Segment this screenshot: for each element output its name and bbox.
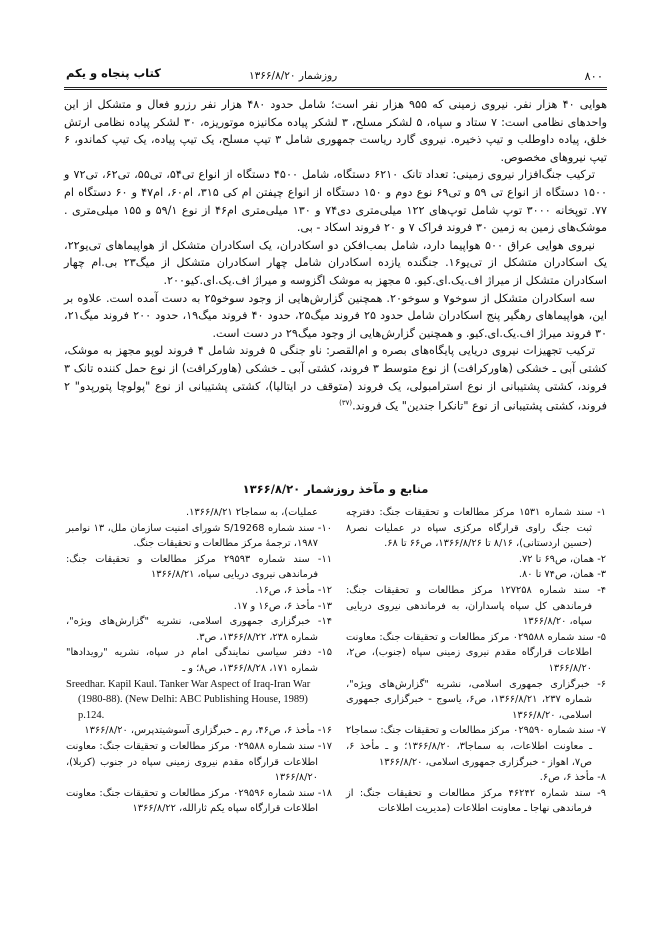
source-item: ۳- همان، ص۷۴ تا ۸۰.: [518, 569, 606, 581]
sources-title: منابع و مآخذ روزشمار ۱۳۶۶/۸/۲۰: [242, 482, 429, 496]
header-rule-2: [64, 89, 607, 90]
source-item: ۷- سند شماره ۰۲۹۵۹۰ مرکز مطالعات و تحقیقات جنگ: سماجا۲ ـ معاونت اطلاعات، به سماجا۳، ۱۳۶۶/۸/۲۰؛ و ـ مأخذ ۶، ص۷، اهواز - خبرگزاری جمهوری اسلامی، ۱۳۶۶/۸/۲۰: [346, 725, 606, 768]
english-reference: Sreedhar. Kapil Kaul. Tanker War Aspect of Iraq-Iran War (1980-88). (New Delhi: ABC Publishing House, 1989) p.124.: [66, 678, 311, 721]
source-item: ۱۲- مأخذ ۶، ص۱۶.: [255, 584, 332, 596]
source-item-continuation: عملیات)، به سماجا۲ ۱۳۶۶/۸/۲۱.: [186, 507, 318, 518]
paragraph-text: ترکیب تجهیزات نیروی دریایی پایگاه‌های بصره و ام‌القصر: ناو جنگی ۵ فروند شامل ۴ فروند لوپو مجهز به موشک، کشتی آبی ـ خشکی (هاورکرافت) از نوع متوسط ۳ فروند، کشتی آبی ـ خشکی (هاورکرافت) از نوع حمل کننده تانک ۳ فروند، کشتی پشتیبانی از نوع استرامبولی، یک فروند (متوقف در ایتالیا)، کشتی پشتیبانی از نوع "پولوچا پتورپدو" ۲ فروند، کشتی پشتیبانی از نوع "تانکرا جندین" یک فروند.: [64, 344, 607, 413]
source-item: ۹- سند شماره ۴۶۲۴۲ مرکز مطالعات و تحقیقات جنگ: از فرماندهی نهاجا ـ معاونت اطلاعات (مدیریت اطلاعات: [346, 787, 606, 815]
sources-right-column: [346, 505, 606, 817]
source-item: ۱۸- سند شماره ۰۲۹۵۹۶ مرکز مطالعات و تحقیقات جنگ: معاونت اطلاعات قرارگاه سپاه یکم ثارالله، ۱۳۶۶/۸/۲۲: [66, 787, 332, 815]
page-header: [64, 62, 607, 86]
footnote-ref: (۳۷): [339, 399, 353, 408]
source-item: ۱۰- سند شماره S/19268 شورای امنیت سازمان ملل، ۱۳ نوامبر ۱۹۸۷، ترجمهٔ مرکز مطالعات و تحقیقات جنگ.: [66, 522, 332, 550]
source-item: ۱- سند شماره ۱۵۳۱ مرکز مطالعات و تحقیقات جنگ: دفترچه ثبت جنگ راوی قرارگاه مرکزی سپاه در عملیات نصر۸ (حسین اردستانی)، ۸/۱۶ تا ۱۳۶۶/۸/۲۶، ص۶۶ تا ۶۸.: [346, 507, 606, 550]
paragraph: [64, 342, 607, 415]
source-item: ۱۴- خبرگزاری جمهوری اسلامی، نشریه "گزارش‌های ویژه"، شماره ۲۳۸، ۱۳۶۶/۸/۲۲، ص۳.: [66, 616, 332, 643]
body-text: [64, 96, 607, 415]
book-title: کتاب پنجاه و یکم: [66, 66, 161, 80]
source-item: ۸- مأخذ ۶، ص۶.: [539, 772, 606, 784]
running-title: روزشمار ۱۳۶۶/۸/۲۰: [249, 70, 338, 82]
page-number: ۸۰۰: [584, 69, 603, 83]
paragraph: ترکیب جنگ‌افزار نیروی زمینی: تعداد تانک ۶۲۱۰ دستگاه، شامل ۴۵۰۰ دستگاه از انواع تی۵۴، تی۵۵، تی۶۲، تی۷۲ و ۱۵۰۰ دستگاه از انواع تی ۵۹ و تی۶۹ نوع دوم و ۱۵۰ دستگاه از انواع چیفتن ام کی ۳۱۵، ام۶۰، ام۴۷ و ۶۰ دستگاه ام ۷۷. توپخانه ۳۰۰۰ توپ شامل توپ‌های ۱۲۲ میلی‌متری دی۷۴ و ۱۳۰ میلی‌متری ام۴۶ از نوع ۵۹/۱ و ۱۵۵ میلی‌متری . موشک‌های زمین به زمین ۳۰ فروند فراک ۷ و ۲۰ فروند اسکاد - بی.: [64, 168, 608, 235]
source-item: ۱۷- سند شماره ۰۲۹۵۸۸ مرکز مطالعات و تحقیقات جنگ: معاونت اطلاعات قرارگاه مقدم نیروی زمینی سپاه در جنوب (کربلا)، ۱۳۶۶/۸/۲۰: [66, 740, 332, 784]
source-item: ۱۶- مأخذ ۶، ص۴۶، رم ـ خبرگزاری آسوشیتدپرس، ۱۳۶۶/۸/۲۰: [84, 725, 332, 737]
source-item: ۵- سند شماره ۰۲۹۵۸۸ مرکز مطالعات و تحقیقات جنگ: معاونت اطلاعات قرارگاه مقدم نیروی زمینی سپاه (جنوب)، ص۲، ۱۳۶۶/۸/۲۰: [346, 631, 606, 674]
source-item: ۱۵- دفتر سیاسی نمایندگی امام در سپاه، نشریه "رویدادها" شماره ۱۷۱، ۱۳۶۶/۸/۲۸، ص۸؛ و ـ: [66, 647, 332, 674]
paragraph: نیروی هوایی عراق ۵۰۰ هواپیما دارد، شامل بمب‌افکن دو اسکادران، یک اسکادران متشکل از هواپیماهای تی‌یو۲۲، یک اسکادران متشکل از تی‌یو۱۶. جنگنده یازده اسکادران شامل چهار اسکادران متشکل از میگ۲۳ بی.ام چهار اسکادران متشکل از میراژ اف.یک.ای.کیو. ۵ مجهز به موشک اگزوسه و میراژ اف.یک.ای.کیو۲۰۰.: [64, 238, 607, 287]
source-item: ۱۱- سند شماره ۲۹۵۹۳ مرکز مطالعات و تحقیقات جنگ: فرماندهی نیروی دریایی سپاه، ۱۳۶۶/۸/۲۱: [66, 553, 332, 581]
paragraph: هوایی ۴۰ هزار نفر. نیروی زمینی که ۹۵۵ هزار نفر است؛ شامل حدود ۴۸۰ هزار نفر رزرو فعال و متشکل از این واحدهای نظامی است: ۷ ستاد و سپاه، ۵ لشکر مسلح، ۳ لشکر پیاده مکانیزه موتوریزه، ۳۰ لشکر پیاده نظامی ارتش خلق، پیاده داوطلب و تیپ ذخیره. نیروی گارد ریاست جمهوری شامل ۳ تیپ مسلح، یک تیپ پیاده، یک تیپ کماندو، ۶ تیپ نیروهای مخصوص.: [64, 98, 608, 164]
source-item: ۴- سند شماره ۱۲۷۲۵۸ مرکز مطالعات و تحقیقات جنگ: فرماندهی کل سپاه پاسداران، به فرماندهی نیروی دریایی سپاه، ۱۳۶۶/۸/۲۰: [346, 584, 606, 628]
header-rule: [64, 87, 607, 88]
source-item: ۲- همان، ص۶۹ تا ۷۲.: [518, 553, 606, 565]
source-item: ۱۳- مأخذ ۶، ص۱۶ و ۱۷.: [233, 600, 332, 612]
source-item: ۶- خبرگزاری جمهوری اسلامی، نشریه "گزارش‌های ویژه"، شماره ۲۳۷، ۱۳۶۶/۸/۲۱، ص۶، یاسوج - خبرگزاری جمهوری اسلامی، ۱۳۶۶/۸/۲۰: [346, 678, 606, 721]
sources-left-column: [66, 505, 332, 817]
paragraph: سه اسکادران متشکل از سوخو۷ و سوخو۲۰. همچنین گزارش‌هایی از وجود سوخو۲۵ به دست آمده است. علاوه بر این، هواپیماهای رهگیر پنج اسکادران شامل حدود ۲۵ فروند میگ۲۵، حدود ۴۰ فروند میگ۱۹، حدود ۲۰۰ فروند میگ۲۱، ۳۰ فروند میراژ اف.یک.ای.کیو. و همچنین گزارش‌هایی از وجود میگ۲۹ در دست است.: [64, 291, 608, 340]
